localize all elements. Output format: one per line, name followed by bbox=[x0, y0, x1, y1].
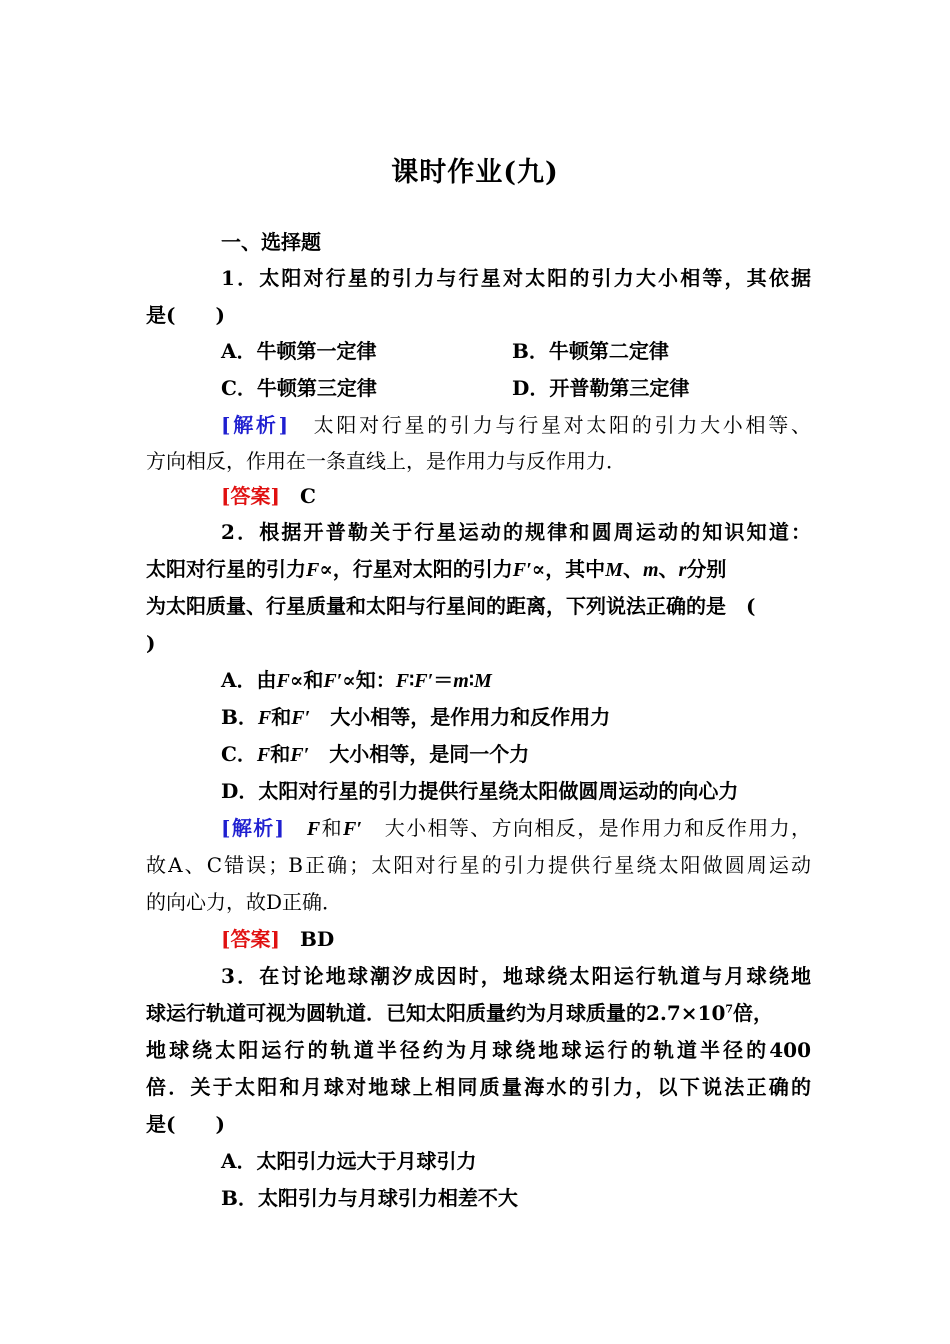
option-text: ∝知： bbox=[342, 668, 396, 692]
analysis-text: 大小相等、方向相反，是作用力和反作用力， bbox=[384, 816, 812, 840]
math-symbol: F bbox=[257, 707, 272, 729]
option-text: ∶ bbox=[409, 668, 415, 692]
analysis-tag: [解析] bbox=[221, 413, 289, 437]
q2-stem-line-1: 2．根据开普勒关于行星运动的规律和圆周运动的知识知道： bbox=[221, 520, 811, 544]
page-title: 课时作业(九) bbox=[391, 157, 559, 188]
q3-option-a: A．太阳引力远大于月球引力 bbox=[221, 1149, 477, 1173]
math-symbol: M bbox=[474, 670, 492, 692]
option-text: 大小相等，是同一个力 bbox=[329, 742, 530, 766]
exponent: 7 bbox=[725, 1002, 734, 1016]
option-text: ∶ bbox=[468, 668, 475, 692]
math-symbol: F bbox=[395, 670, 410, 692]
q3-stem-text: 球运行轨道可视为圆轨道．已知太阳质量约为月球质量的2.7×10 bbox=[146, 1001, 726, 1025]
q3-option-b: B．太阳引力与月球引力相差不大 bbox=[221, 1186, 518, 1210]
q2-stem-line-2 bbox=[146, 556, 811, 583]
math-symbol: r bbox=[678, 559, 687, 581]
answer-tag: [答案] bbox=[221, 927, 280, 951]
q1-option-b: B．牛顿第二定律 bbox=[512, 339, 669, 363]
math-symbol: F′ bbox=[290, 744, 310, 766]
math-symbol: m bbox=[642, 559, 659, 581]
q2-stem-line-3: 为太阳质量、行星质量和太阳与行星间的距离，下列说法正确的是 ( bbox=[146, 594, 756, 618]
q1-answer: C bbox=[299, 484, 316, 508]
math-symbol: F′ bbox=[291, 707, 311, 729]
q2-option-c bbox=[221, 741, 811, 768]
q3-stem-line-5: 是( ) bbox=[146, 1112, 225, 1136]
q2-stem-text: 、 bbox=[658, 557, 679, 581]
q3-stem-line-3: 地球绕太阳运行的轨道半径约为月球绕地球运行的轨道半径的400 bbox=[146, 1038, 811, 1062]
q1-stem-line-1: 1．太阳对行星的引力与行星对太阳的引力大小相等，其依据 bbox=[221, 266, 811, 290]
math-symbol: F′ bbox=[323, 670, 343, 692]
q1-answer-line bbox=[221, 483, 811, 509]
q1-analysis-text-1: 太阳对行星的引力与行星对太阳的引力大小相等、 bbox=[313, 413, 812, 437]
math-symbol: F bbox=[306, 818, 321, 840]
q1-stem-line-2: 是( ) bbox=[146, 303, 225, 327]
math-symbol: M bbox=[605, 559, 623, 581]
math-symbol: F bbox=[276, 670, 290, 692]
q1-analysis-line-2: 方向相反，作用在一条直线上，是作用力与反作用力． bbox=[146, 449, 626, 473]
analysis-tag: [解析] bbox=[221, 816, 285, 840]
q1-options-row-1 bbox=[221, 338, 811, 364]
math-symbol: F′ bbox=[342, 818, 362, 840]
math-symbol: F bbox=[306, 559, 320, 581]
option-text: C． bbox=[221, 742, 257, 766]
q3-stem-text: 倍， bbox=[733, 1001, 774, 1025]
option-text: A．由 bbox=[221, 668, 277, 692]
q1-option-a: A．牛顿第一定律 bbox=[221, 339, 377, 363]
q2-option-b bbox=[221, 704, 811, 731]
math-symbol: F′ bbox=[512, 559, 532, 581]
q2-answer-line bbox=[221, 926, 811, 952]
answer-tag: [答案] bbox=[221, 484, 280, 508]
option-text: 大小相等，是作用力和反作用力 bbox=[330, 705, 611, 729]
q2-analysis-line-3: 的向心力，故D正确． bbox=[146, 890, 343, 914]
q2-answer: BD bbox=[299, 927, 335, 951]
analysis-text: 和 bbox=[320, 816, 343, 840]
option-text: 和 bbox=[271, 705, 292, 729]
q1-analysis-line-1 bbox=[221, 412, 811, 438]
q3-stem-line-4: 倍．关于太阳和月球对地球上相同质量海水的引力，以下说法正确的 bbox=[146, 1075, 811, 1099]
option-text: ∝和 bbox=[289, 668, 324, 692]
q3-stem-line-2 bbox=[146, 1000, 811, 1026]
q2-analysis-line-2: 故A、C错误；B正确；太阳对行星的引力提供行星绕太阳做圆周运动 bbox=[146, 853, 811, 877]
q2-analysis-line-1 bbox=[221, 815, 811, 842]
q2-stem-text: ∝，行星对太阳的引力 bbox=[319, 557, 513, 581]
q1-options-row-2 bbox=[221, 375, 811, 401]
q1-option-d: D．开普勒第三定律 bbox=[512, 376, 690, 400]
section-heading: 一、选择题 bbox=[221, 230, 321, 254]
option-text: 和 bbox=[270, 742, 291, 766]
q2-option-d: D．太阳对行星的引力提供行星绕太阳做圆周运动的向心力 bbox=[221, 779, 739, 803]
math-symbol: F bbox=[256, 744, 271, 766]
option-text: ＝ bbox=[433, 668, 454, 692]
q2-option-a bbox=[221, 667, 811, 694]
math-symbol: m bbox=[453, 670, 469, 692]
q2-stem-text: 分别 bbox=[686, 557, 727, 581]
q3-stem-line-1: 3．在讨论地球潮汐成因时，地球绕太阳运行轨道与月球绕地 bbox=[221, 964, 811, 988]
math-symbol: F′ bbox=[414, 670, 434, 692]
option-text: B． bbox=[221, 705, 258, 729]
q2-stem-text: 、 bbox=[622, 557, 643, 581]
q2-stem-text: 太阳对行星的引力 bbox=[146, 557, 306, 581]
q2-stem-text: ∝，其中 bbox=[531, 557, 606, 581]
q1-option-c: C．牛顿第三定律 bbox=[221, 376, 377, 400]
q2-stem-line-4: ) bbox=[146, 631, 156, 655]
